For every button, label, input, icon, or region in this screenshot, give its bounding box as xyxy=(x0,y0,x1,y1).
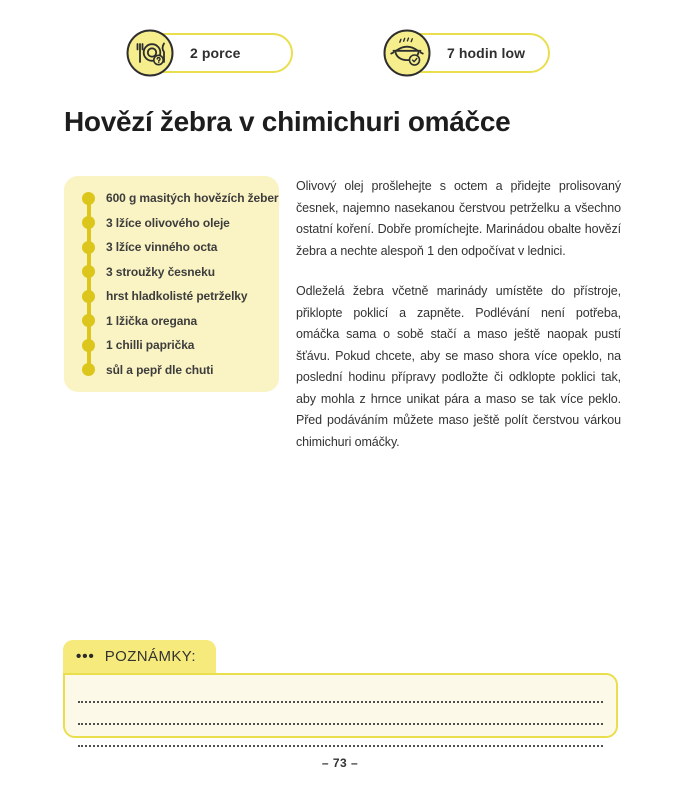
note-line xyxy=(78,725,603,747)
ingredient-item: 1 lžička oregana xyxy=(82,309,273,334)
note-line xyxy=(78,703,603,725)
ingredients-panel xyxy=(64,176,279,392)
ingredient-item: 3 lžíce olivového oleje xyxy=(82,211,273,236)
instructions-text xyxy=(296,176,621,472)
instructions-paragraph-2: Odleželá žebra včetně marinády umístěte do přístroje, přiklopte poklicí a zapněte. Podlévání není potřeba, omáčka sama o sobě stačí a maso ještě naopak pustí šťávu. Pokud chcete, aby se maso shora více opeklo, na poslední hodinu přípravy podložte či odklopte poklici tak, aby mohla z hrnce unikat pára a maso se tak více peklo. Před podáváním můžete maso ještě polít čerstvou várkou chimichuri omáčky. xyxy=(296,284,621,449)
cook-time-label: 7 hodin low xyxy=(447,45,526,61)
plate-cutlery-icon xyxy=(126,29,174,77)
notes-tab xyxy=(63,640,216,673)
recipe-meta-badges xyxy=(128,33,550,73)
instructions-paragraph-1: Olivový olej prošlehejte s octem a přidejte prolisovaný česnek, najemno nasekanou čerstvou petrželku a všechno ostatní koření. Dobře promíchejte. Marinádou obalte hovězí žebra a nechte alespoň 1 den odpočívat v lednici. xyxy=(296,179,621,258)
slow-cooker-clock-icon xyxy=(383,29,431,77)
page-number: – 73 – xyxy=(321,756,359,770)
ingredient-item: 3 lžíce vinného octa xyxy=(82,235,273,260)
notes-writing-area xyxy=(63,673,618,738)
ingredient-item: hrst hladkolisté petrželky xyxy=(82,284,273,309)
servings-label: 2 porce xyxy=(190,45,241,61)
recipe-content xyxy=(64,176,621,472)
servings-badge xyxy=(128,33,293,73)
ingredients-list xyxy=(82,186,279,382)
three-dots-icon: ••• xyxy=(76,648,95,665)
cook-time-badge xyxy=(385,33,550,73)
notes-heading: POZNÁMKY: xyxy=(104,648,196,665)
ingredient-item: 3 stroužky česneku xyxy=(82,260,273,285)
ingredient-item: 600 g masitých hovězích žeber xyxy=(82,186,273,211)
note-line xyxy=(78,681,603,703)
ingredient-item: 1 chilli paprička xyxy=(82,333,273,358)
recipe-title: Hovězí žebra v chimichuri omáčce xyxy=(64,106,511,137)
ingredient-item: sůl a pepř dle chuti xyxy=(82,358,273,383)
notes-section xyxy=(63,640,618,738)
